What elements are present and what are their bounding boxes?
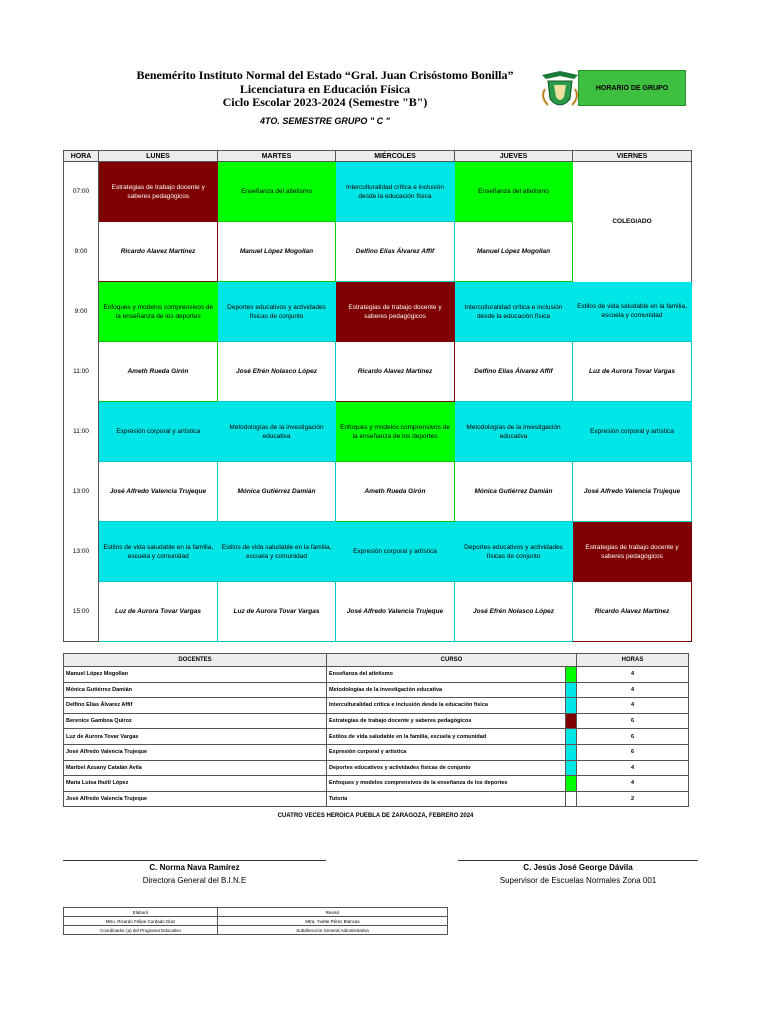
institution-name: Benemérito Instituto Normal del Estado “Gral. Juan Crisóstomo Bonilla”	[136, 68, 514, 82]
color-swatch	[566, 776, 577, 792]
teacher-cell: Ricardo Alavez Martínez	[573, 582, 692, 642]
teacher-cell: José Alfredo Valencia Trujeque	[336, 582, 455, 642]
signature-name-right: C. Jesús José George Dávila	[523, 863, 633, 872]
time-slot: 15:00	[64, 582, 99, 642]
day-header: VIERNES	[573, 151, 692, 162]
teacher-cell: Delfino Elías Álvarez Affif	[455, 342, 573, 402]
docente-name: José Alfredo Valencia Trujeque	[64, 791, 327, 807]
signature-role-left: Directora General del B.I.N.E	[142, 876, 247, 885]
color-swatch	[566, 698, 577, 714]
curso-name: Expresión corporal y artística	[327, 744, 566, 760]
schedule-badge: HORARIO DE GRUPO	[578, 70, 686, 106]
color-swatch	[566, 667, 577, 683]
time-slot: 07:00	[64, 162, 99, 222]
table-row	[64, 729, 689, 745]
teacher-cell: José Alfredo Valencia Trujeque	[573, 462, 692, 522]
group-title: 4TO. SEMESTRE GRUPO " C "	[260, 116, 390, 126]
time-slot: 13:00	[64, 462, 99, 522]
header-horas: HORAS	[577, 654, 689, 667]
course-cell: Estrategias de trabajo docente y saberes pedagógicos	[573, 522, 692, 582]
teacher-cell: Mónica Gutiérrez Damián	[455, 462, 573, 522]
elaboro-label: Elaboró	[64, 908, 218, 917]
table-row	[64, 760, 689, 776]
table-row	[64, 776, 689, 792]
program-name: Licenciatura en Educación Física	[239, 82, 411, 96]
elaboro-role: Coordinador (a) del Programa Educativo	[64, 926, 218, 935]
horas-value: 6	[577, 713, 689, 729]
teacher-cell: Manuel López Mogollan	[218, 222, 336, 282]
color-swatch	[566, 791, 577, 807]
horas-value: 4	[577, 776, 689, 792]
color-swatch	[566, 713, 577, 729]
teacher-cell: Luz de Aurora Tovar Vargas	[218, 582, 336, 642]
day-header: LUNES	[99, 151, 218, 162]
reviso-label: Revisó	[218, 908, 448, 917]
reviso-role: Subdirección General Administrativa	[218, 926, 448, 935]
teacher-cell: José Efrén Nolasco López	[455, 582, 573, 642]
course-cell: Enfoques y modelos comprensivos de la enseñanza de los deportes	[99, 282, 218, 342]
curso-name: Deportes educativos y actividades físicas de conjunto	[327, 760, 566, 776]
signature-name-left: C. Norma Nava Ramírez	[149, 863, 240, 872]
course-cell: Deportes educativos y actividades físicas de conjunto	[218, 282, 336, 342]
curso-name: Estrategias de trabajo docente y saberes pedagógicos	[327, 713, 566, 729]
teacher-cell: Delfino Elías Álvarez Affif	[336, 222, 455, 282]
color-swatch	[566, 682, 577, 698]
day-header: MIÉRCOLES	[336, 151, 455, 162]
course-cell: Estilos de vida saludable en la familia, escuela y comunidad	[573, 282, 692, 342]
table-row	[64, 744, 689, 760]
school-cycle: Ciclo Escolar 2023-2024 (Semestre "B")	[222, 95, 428, 109]
table-row	[64, 791, 689, 807]
color-swatch	[566, 760, 577, 776]
course-cell: Expresión corporal y artística	[573, 402, 692, 462]
header-docentes: DOCENTES	[64, 654, 327, 667]
curso-name: Estilos de vida saludable en la familia, escuela y comunidad	[327, 729, 566, 745]
teacher-cell: Ameth Rueda Girón	[336, 462, 455, 522]
teacher-cell: Luz de Aurora Tovar Vargas	[573, 342, 692, 402]
course-cell: Interculturalidad crítica e inclusión desde la educación física	[455, 282, 573, 342]
horas-value: 4	[577, 698, 689, 714]
teacher-cell: Mónica Gutiérrez Damián	[218, 462, 336, 522]
course-cell: Estilos de vida saludable en la familia, escuela y comunidad	[218, 522, 336, 582]
table-row	[64, 713, 689, 729]
header-curso: CURSO	[327, 654, 577, 667]
course-cell: Estrategias de trabajo docente y saberes pedagógicos	[99, 162, 218, 222]
colegiado-cell: COLEGIADO	[573, 162, 692, 282]
course-cell: Enseñanza del atletismo	[218, 162, 336, 222]
teacher-cell: Manuel López Mogollan	[455, 222, 573, 282]
curso-name: Enseñanza del atletismo	[327, 667, 566, 683]
day-header: MARTES	[218, 151, 336, 162]
time-slot: 11:00	[64, 342, 99, 402]
docente-name: Berenice Gamboa Quiroz	[64, 713, 327, 729]
institution-logo	[540, 69, 580, 113]
course-cell: Deportes educativos y actividades físicas de conjunto	[455, 522, 573, 582]
curso-name: Tutoría	[327, 791, 566, 807]
horas-value: 6	[577, 729, 689, 745]
time-slot: 11:00	[64, 402, 99, 462]
curso-name: Interculturalidad crítica e inclusión desde la educación física	[327, 698, 566, 714]
color-swatch	[566, 729, 577, 745]
horas-value: 2	[577, 791, 689, 807]
day-header: JUEVES	[455, 151, 573, 162]
day-header: HORA	[64, 151, 99, 162]
teacher-cell: Ricardo Alavez Martínez	[336, 342, 455, 402]
color-swatch	[566, 744, 577, 760]
docente-name: Luz de Aurora Tovar Vargas	[64, 729, 327, 745]
signature-role-right: Supervisor de Escuelas Normales Zona 001	[499, 876, 657, 885]
elaboro-name: Mtro. Ricardo Felipe Cordado Díaz	[64, 917, 218, 926]
table-row	[64, 667, 689, 683]
course-cell: Enseñanza del atletismo	[455, 162, 573, 222]
horas-value: 4	[577, 667, 689, 683]
docente-name: María Luisa Ihuitl López	[64, 776, 327, 792]
curso-name: Enfoques y modelos comprensivos de la enseñanza de los deportes	[327, 776, 566, 792]
signature-line-left	[63, 860, 326, 861]
course-cell: Expresión corporal y artística	[99, 402, 218, 462]
course-cell: Estrategias de trabajo docente y saberes pedagógicos	[336, 282, 455, 342]
course-cell: Estilos de vida saludable en la familia, escuela y comunidad	[99, 522, 218, 582]
time-slot: 13:00	[64, 522, 99, 582]
docente-name: Delfino Elías Álvarez Affif	[64, 698, 327, 714]
course-cell: Expresión corporal y artística	[336, 522, 455, 582]
docente-name: José Alfredo Valencia Trujeque	[64, 744, 327, 760]
curso-name: Metodologías de la investigación educativa	[327, 682, 566, 698]
signature-line-right	[458, 860, 698, 861]
docente-name: Maribel Azuany Catalán Avila	[64, 760, 327, 776]
schedule-table	[63, 150, 692, 642]
table-row	[64, 698, 689, 714]
city-date: CUATRO VECES HEROICA PUEBLA DE ZARAGOZA, FEBRERO 2024	[277, 813, 474, 819]
table-row	[64, 682, 689, 698]
summary-table	[63, 653, 689, 807]
horas-value: 6	[577, 744, 689, 760]
time-slot: 9:00	[64, 282, 99, 342]
course-cell: Enfoques y modelos comprensivos de la enseñanza de los deportes	[336, 402, 455, 462]
approval-table	[63, 907, 448, 935]
teacher-cell: José Efrén Nolasco López	[218, 342, 336, 402]
time-slot: 9:00	[64, 222, 99, 282]
teacher-cell: Ameth Rueda Girón	[99, 342, 218, 402]
course-cell: Metodologías de la investigación educativa	[218, 402, 336, 462]
docente-name: Manuel López Mogollan	[64, 667, 327, 683]
teacher-cell: Ricardo Alavez Martínez	[99, 222, 218, 282]
reviso-name: Mtra. Yvette Pérez Blancas	[218, 917, 448, 926]
horas-value: 4	[577, 760, 689, 776]
docente-name: Mónica Gutiérrez Damián	[64, 682, 327, 698]
course-cell: Interculturalidad crítica e inclusión desde la educación física	[336, 162, 455, 222]
teacher-cell: Luz de Aurora Tovar Vargas	[99, 582, 218, 642]
horas-value: 4	[577, 682, 689, 698]
course-cell: Metodologías de la investigación educativa	[455, 402, 573, 462]
teacher-cell: José Alfredo Valencia Trujeque	[99, 462, 218, 522]
